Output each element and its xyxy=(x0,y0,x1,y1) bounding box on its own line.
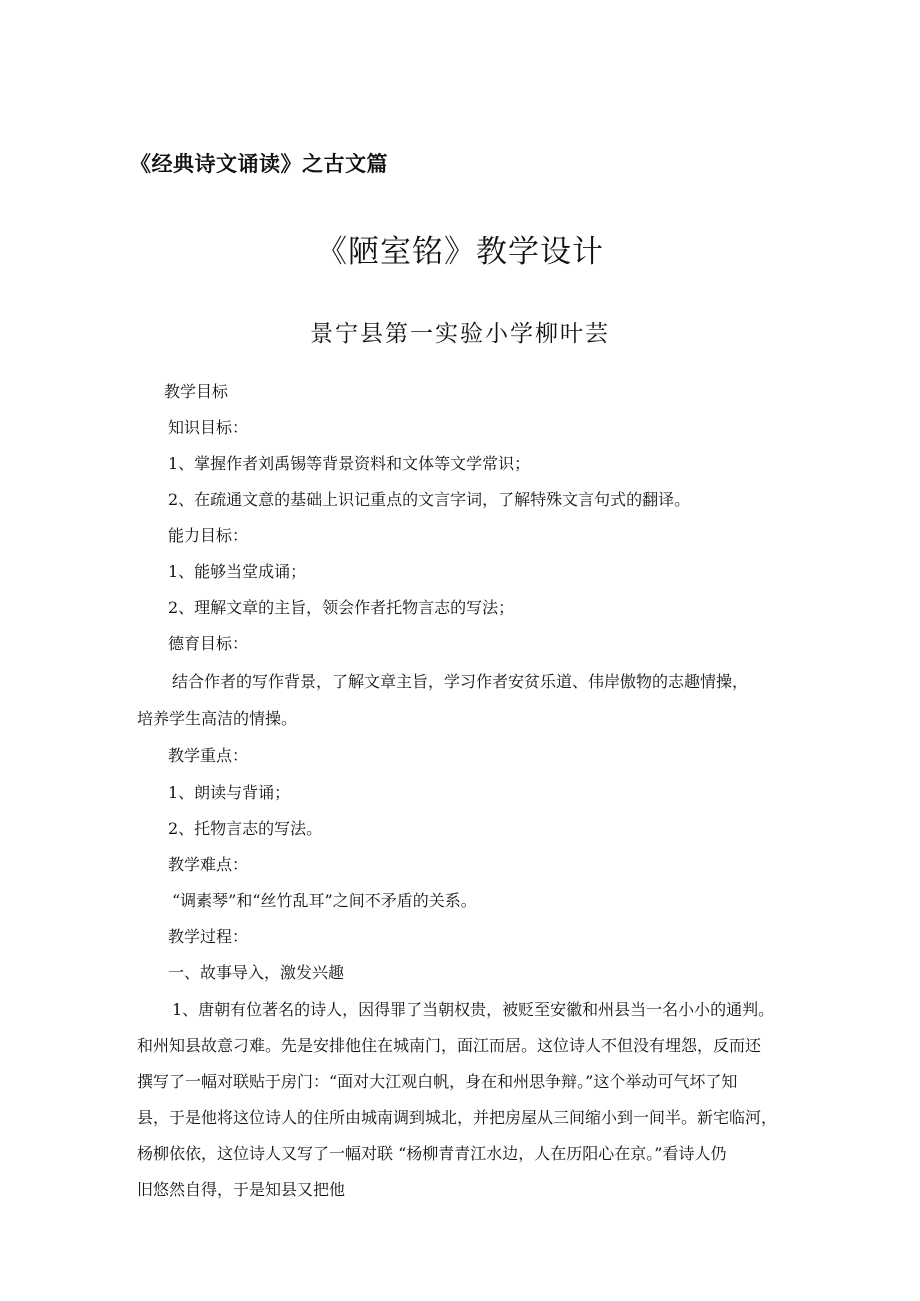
story-line: 1、唐朝有位著名的诗人，因得罪了当朝权贵，被贬至安徽和州县当一名小小的通判。 xyxy=(172,1000,775,1019)
difficulty-text: “调素琴”和“丝竹乱耳”之间不矛盾的关系。 xyxy=(172,891,477,910)
ability-item: 2、理解文章的主旨，领会作者托物言志的写法； xyxy=(168,598,515,617)
step-heading: 一、故事导入，激发兴趣 xyxy=(168,963,345,982)
document-author: 景宁县第一实验小学柳叶芸 xyxy=(310,321,610,347)
series-title: 《经典诗文诵读》之古文篇 xyxy=(130,152,388,176)
document-title: 《陋室铭》教学设计 xyxy=(316,234,604,270)
story-line: 和州知县故意刁难。先是安排他住在城南门，面江而居。这位诗人不但没有埋怨，反而还 xyxy=(137,1036,762,1055)
ability-item: 1、能够当堂成诵； xyxy=(168,562,307,581)
key-point-item: 1、朗读与背诵； xyxy=(168,783,291,802)
story-line: 杨柳依依，这位诗人又写了一幅对联 “杨柳青青江水边，人在历阳心在京。”看诗人仍 xyxy=(137,1144,727,1163)
knowledge-item: 1、掌握作者刘禹锡等背景资料和文体等文学常识； xyxy=(168,454,531,473)
key-point-item: 2、托物言志的写法。 xyxy=(168,819,323,838)
moral-text-line: 结合作者的写作背景，了解文章主旨，学习作者安贫乐道、伟岸傲物的志趣情操， xyxy=(172,672,749,691)
moral-heading: 德育目标： xyxy=(168,634,249,653)
key-points-heading: 教学重点： xyxy=(168,746,249,765)
objectives-heading: 教学目标 xyxy=(164,382,229,401)
difficulty-heading: 教学难点： xyxy=(168,855,249,874)
process-heading: 教学过程： xyxy=(168,927,249,946)
story-line: 县，于是他将这位诗人的住所由城南调到城北，并把房屋从三间缩小到一间半。新宅临河， xyxy=(137,1108,778,1127)
story-line: 撰写了一幅对联贴于房门：“面对大江观白帆，身在和州思争辩。”这个举动可气坏了知 xyxy=(137,1072,738,1091)
moral-text-line: 培养学生高洁的情操。 xyxy=(137,709,298,728)
story-line: 旧悠然自得，于是知县又把他 xyxy=(137,1180,346,1199)
knowledge-item: 2、在疏通文意的基础上识记重点的文言字词，了解特殊文言句式的翻译。 xyxy=(168,490,691,509)
ability-heading: 能力目标： xyxy=(168,526,249,545)
knowledge-heading: 知识目标： xyxy=(168,418,249,437)
